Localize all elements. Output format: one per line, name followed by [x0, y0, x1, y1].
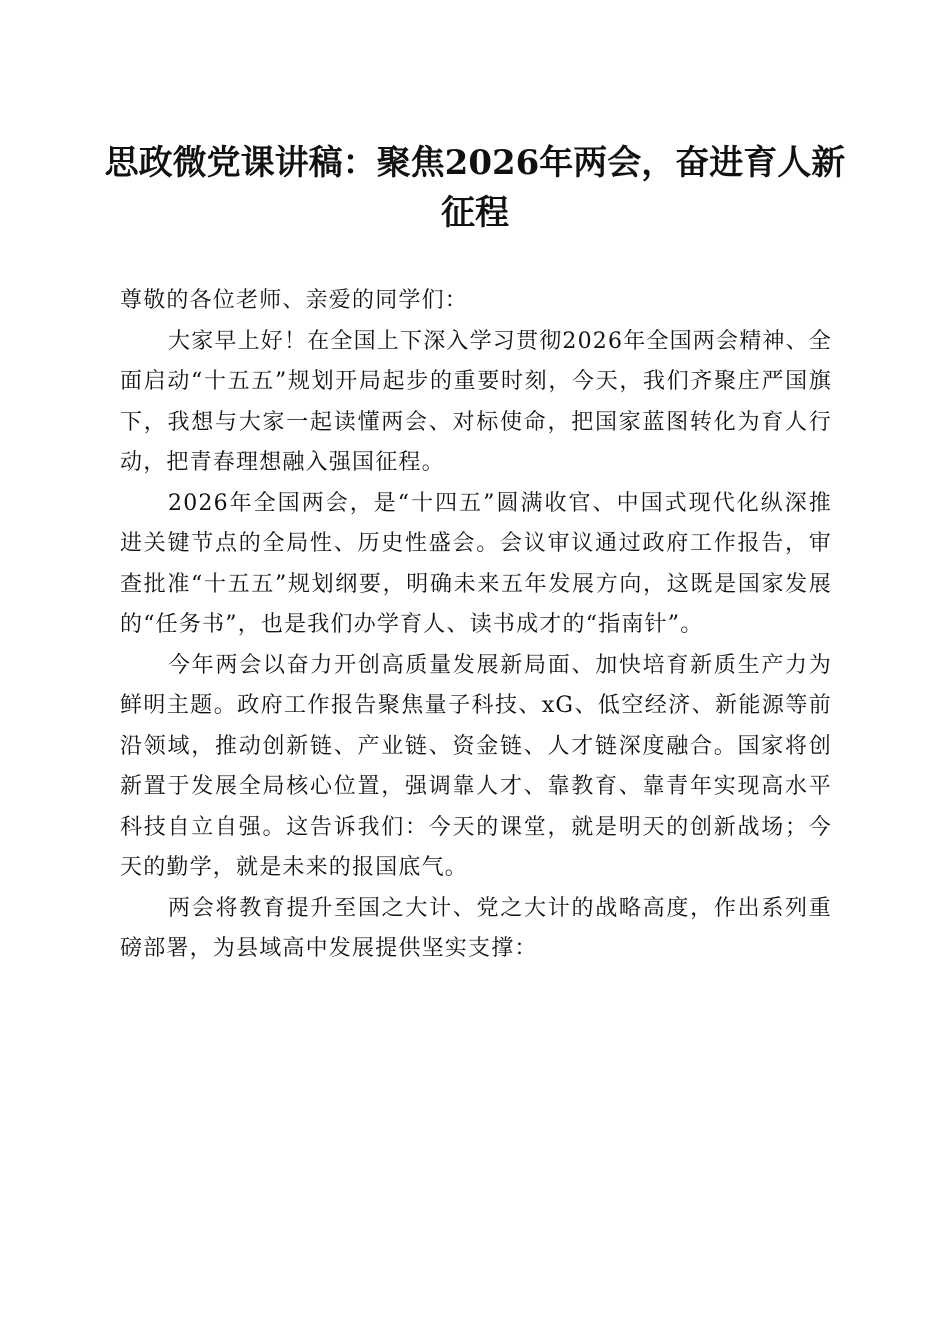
paragraph-greeting: 大家早上好！在全国上下深入学习贯彻2026年全国两会精神、全面启动“十五五”规划开局起步的重要时刻，今天，我们齐聚庄严国旗下，我想与大家一起读懂两会、对标使命，把国家蓝图转化为育人行动，把青春理想融入强国征程。	[120, 328, 832, 475]
paragraph-education: 两会将教育提升至国之大计、党之大计的战略高度，作出系列重磅部署，为县域高中发展提供坚实支撑：	[120, 895, 832, 961]
document-title: 思政微党课讲稿：聚焦2026年两会，奋进育人新征程	[104, 143, 846, 233]
salutation: 尊敬的各位老师、亲爱的同学们：	[120, 288, 469, 313]
paragraph-innovation: 今年两会以奋力开创高质量发展新局面、加快培育新质生产力为鲜明主题。政府工作报告聚焦量子科技、xG、低空经济、新能源等前沿领域，推动创新链、产业链、资金链、人才链深度融合。国家将创新置于发展全局核心位置，强调靠人才、靠教育、靠青年实现高水平科技自立自强。这告诉我们：今天的课堂，就是明天的创新战场；今天的勤学，就是未来的报国底气。	[120, 652, 832, 880]
document-body	[120, 281, 832, 970]
paragraph-two-sessions: 2026年全国两会，是“十四五”圆满收官、中国式现代化纵深推进关键节点的全局性、历史性盛会。会议审议通过政府工作报告，审查批准“十五五”规划纲要，明确未来五年发展方向，这既是国家发展的“任务书”，也是我们办学育人、读书成才的“指南针”。	[120, 490, 832, 637]
